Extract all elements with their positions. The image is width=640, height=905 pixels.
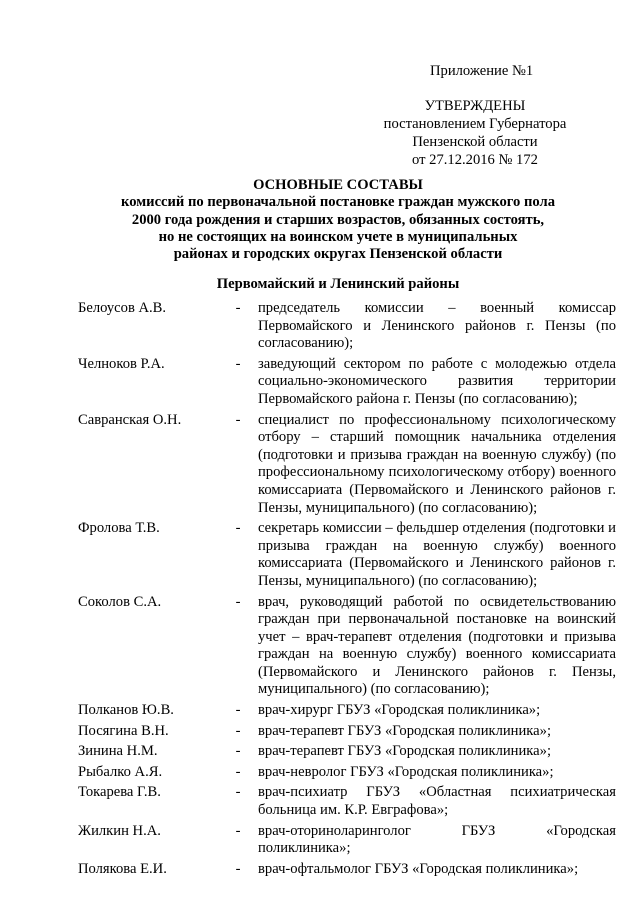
member-name: Рыбалко А.Я.	[78, 763, 163, 780]
member-row	[0, 412, 640, 518]
member-role: врач-хирург ГБУЗ «Городская поликлиника»;	[258, 702, 541, 719]
member-role: специалист по профессиональному психологическому отбору – старший помощник начальника отделения (подготовки и призыва граждан на военную службу) (по профессиональному психологическому отбору) военного комиссариата (Первомайского и Ленинского районов г. Пензы, муниципального) (по согласованию);	[258, 411, 616, 516]
section-title: Первомайский и Ленинский районы	[216, 276, 460, 292]
member-row	[0, 743, 640, 761]
member-name: Полканов Ю.В.	[78, 702, 174, 719]
member-dash: -	[235, 702, 241, 719]
member-role: заведующий сектором по работе с молодежью отдела социально-экономического развития территории Первомайского района г. Пензы (по согласованию);	[258, 355, 616, 407]
member-name: Токарева Г.В.	[78, 784, 161, 801]
member-dash: -	[235, 300, 241, 316]
member-dash: -	[235, 520, 241, 537]
member-dash: -	[235, 355, 241, 372]
member-row	[0, 823, 640, 858]
approval-line: от 27.12.2016 № 172	[412, 152, 538, 168]
approval-block	[350, 97, 600, 169]
title-line: ОСНОВНЫЕ СОСТАВЫ	[253, 177, 423, 193]
member-row	[0, 861, 640, 879]
title-line: но не состоящих на воинском учете в муниципальных	[158, 228, 518, 245]
member-name: Соколов С.А.	[78, 593, 162, 610]
member-row	[0, 594, 640, 700]
member-row	[0, 356, 640, 409]
member-role: врач-терапевт ГБУЗ «Городская поликлиника»;	[258, 722, 551, 739]
member-role: врач-невролог ГБУЗ «Городская поликлиника»;	[258, 763, 554, 780]
appendix-label: Приложение №1	[430, 63, 534, 79]
member-role: врач, руководящий работой по освидетельствованию граждан при первоначальной постановке на воинский учет – врач-терапевт отделения (подготовки и призыва граждан на военную службу) военного комиссариата (Первомайского и Ленинского районов г. Пензы, муниципального) (по согласованию);	[258, 593, 616, 698]
member-row	[0, 520, 640, 590]
approval-line: УТВЕРЖДЕНЫ	[424, 98, 526, 114]
member-dash: -	[235, 411, 241, 428]
member-row	[0, 300, 640, 353]
member-role: врач-оториноларинголог ГБУЗ «Городская поликлиника»;	[258, 822, 616, 857]
member-row	[0, 784, 640, 819]
member-name: Челноков Р.А.	[78, 355, 165, 372]
member-row	[0, 764, 640, 782]
member-role: секретарь комиссии – фельдшер отделения (подготовки и призыва граждан на военную службу) военного комиссариата (Первомайского и Ленинского районов г. Пензы, муниципального) (по согласованию);	[258, 520, 616, 589]
member-row	[0, 702, 640, 720]
title-line: районах и городских округах Пензенской области	[173, 246, 503, 263]
member-name: Посягина В.Н.	[78, 722, 169, 739]
member-name: Белоусов А.В.	[78, 300, 167, 316]
member-dash: -	[235, 722, 241, 739]
member-name: Жилкин Н.А.	[78, 822, 161, 839]
member-name: Полякова Е.И.	[78, 860, 167, 877]
member-dash: -	[235, 784, 241, 801]
approval-line: Пензенской области	[412, 134, 538, 150]
approval-line: постановлением Губернатора	[383, 116, 567, 132]
member-dash: -	[235, 743, 241, 760]
member-dash: -	[235, 593, 241, 610]
member-role: врач-офтальмолог ГБУЗ «Городская поликлиника»;	[258, 860, 579, 877]
title-line: комиссий по первоначальной постановке граждан мужского пола	[120, 194, 556, 211]
member-name: Савранская О.Н.	[78, 411, 182, 428]
member-role: врач-психиатр ГБУЗ «Областная психиатрическая больница им. К.Р. Евграфова»;	[258, 784, 616, 819]
member-role: председатель комиссии – военный комиссар Первомайского и Ленинского районов г. Пензы (по согласованию);	[258, 300, 616, 352]
member-dash: -	[235, 822, 241, 839]
member-name: Зинина Н.М.	[78, 743, 158, 760]
member-name: Фролова Т.В.	[78, 520, 160, 537]
title-line: 2000 года рождения и старших возрастов, обязанных состоять,	[131, 211, 545, 228]
member-dash: -	[235, 860, 241, 877]
member-row	[0, 723, 640, 741]
member-role: врач-терапевт ГБУЗ «Городская поликлиника»;	[258, 743, 551, 760]
members-list	[0, 300, 640, 878]
document-title	[70, 177, 606, 263]
member-dash: -	[235, 763, 241, 780]
